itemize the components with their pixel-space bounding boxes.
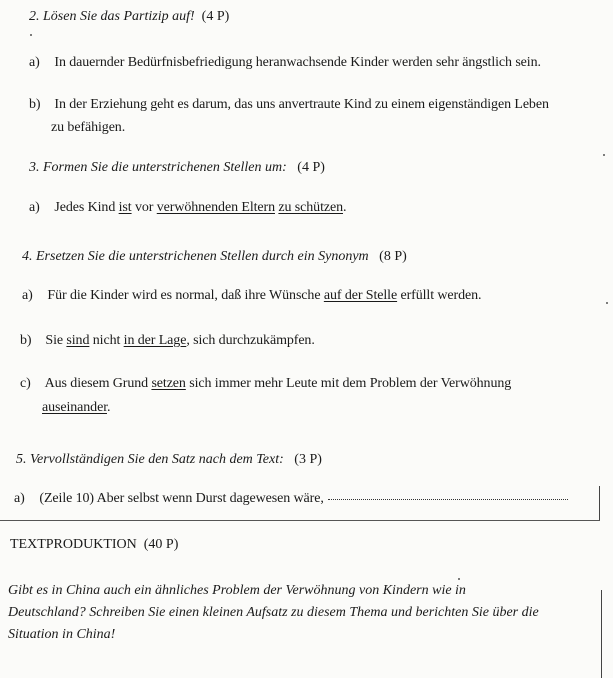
item-label: a) [29,55,40,70]
underlined-phrase: setzen [151,376,186,391]
item-text: In der Erziehung geht es darum, das uns anvertraute Kind zu einem eigenständigen Leben [54,97,549,112]
speck [606,302,608,304]
margin-line [599,486,600,520]
text-part: . [106,400,111,415]
underlined-phrase: auf der Stelle [323,288,398,303]
textproduktion-title: TEXTPRODUKTION [10,537,137,552]
underlined-phrase: ist [118,200,132,215]
text-part: sich immer mehr Leute mit dem Problem der Verwöhnung [185,376,512,391]
underlined-phrase: in der Lage [123,333,187,348]
underlined-phrase: verwöhnenden Eltern [156,200,275,215]
textproduktion-points: (40 P) [143,537,179,552]
question-2-title: 2. Lösen Sie das Partizip auf! [29,9,195,24]
question-2b-line2 [51,120,125,136]
underlined-phrase: sind [66,333,90,348]
item-label: b) [20,333,32,348]
question-2a [29,55,541,71]
item-label: c) [20,376,31,391]
underlined-phrase: auseinander [42,400,107,415]
textproduktion-task-line1 [8,580,466,602]
speck [603,154,605,156]
text-part: nicht [89,333,124,348]
question-5-heading [16,452,322,468]
question-2b [29,97,549,113]
question-4c-line2 [42,400,110,416]
text-part: Jedes Kind [54,200,119,215]
question-2-heading [29,9,229,25]
item-label: a) [14,491,25,506]
margin-line [601,590,602,678]
question-4b [20,333,315,349]
item-label: a) [29,200,40,215]
question-5-title: 5. Vervollständigen Sie den Satz nach dem Text: [16,452,284,467]
item-label: b) [29,97,41,112]
question-3-title: 3. Formen Sie die unterstrichenen Stellen um: [29,160,287,175]
answer-line[interactable] [328,498,568,500]
text-part: . [342,200,347,215]
item-label: a) [22,288,33,303]
question-5a [14,491,568,507]
text-part: Für die Kinder wird es normal, daß ihre Wünsche [47,288,324,303]
textproduktion-task-line3 [8,624,115,646]
textproduktion-heading [10,537,178,553]
text-part: Sie [45,333,67,348]
item-text: In dauernder Bedürfnisbefriedigung heranwachsende Kinder werden sehr ängstlich sein. [54,55,541,70]
question-5-points: (3 P) [294,452,322,467]
question-4c [20,376,511,392]
task-text: Gibt es in China auch ein ähnliches Problem der Verwöhnung von Kindern wie in [8,583,466,598]
question-3-heading [29,160,325,176]
textproduktion-task-line2 [8,602,539,624]
question-4-points: (8 P) [379,249,407,264]
item-text: (Zeile 10) Aber selbst wenn Durst dagewesen wäre, [39,491,324,506]
speck [30,34,32,36]
question-4-title: 4. Ersetzen Sie die unterstrichenen Stellen durch ein Synonym [22,249,369,264]
underlined-phrase: zu schützen [278,200,343,215]
text-part: erfüllt werden. [397,288,482,303]
question-4-heading [22,249,407,265]
text-part: , sich durchzukämpfen. [186,333,315,348]
question-4a [22,288,481,304]
question-3-points: (4 P) [297,160,325,175]
question-3a [29,200,346,216]
question-2-points: (4 P) [201,9,230,24]
section-divider [0,520,600,521]
text-part: Aus diesem Grund [44,376,152,391]
task-text: Situation in China! [8,627,116,642]
task-text: Deutschland? Schreiben Sie einen kleinen Aufsatz zu diesem Thema und berichten Sie über die [8,605,539,620]
item-text: zu befähigen. [51,120,126,135]
text-part: vor [131,200,157,215]
